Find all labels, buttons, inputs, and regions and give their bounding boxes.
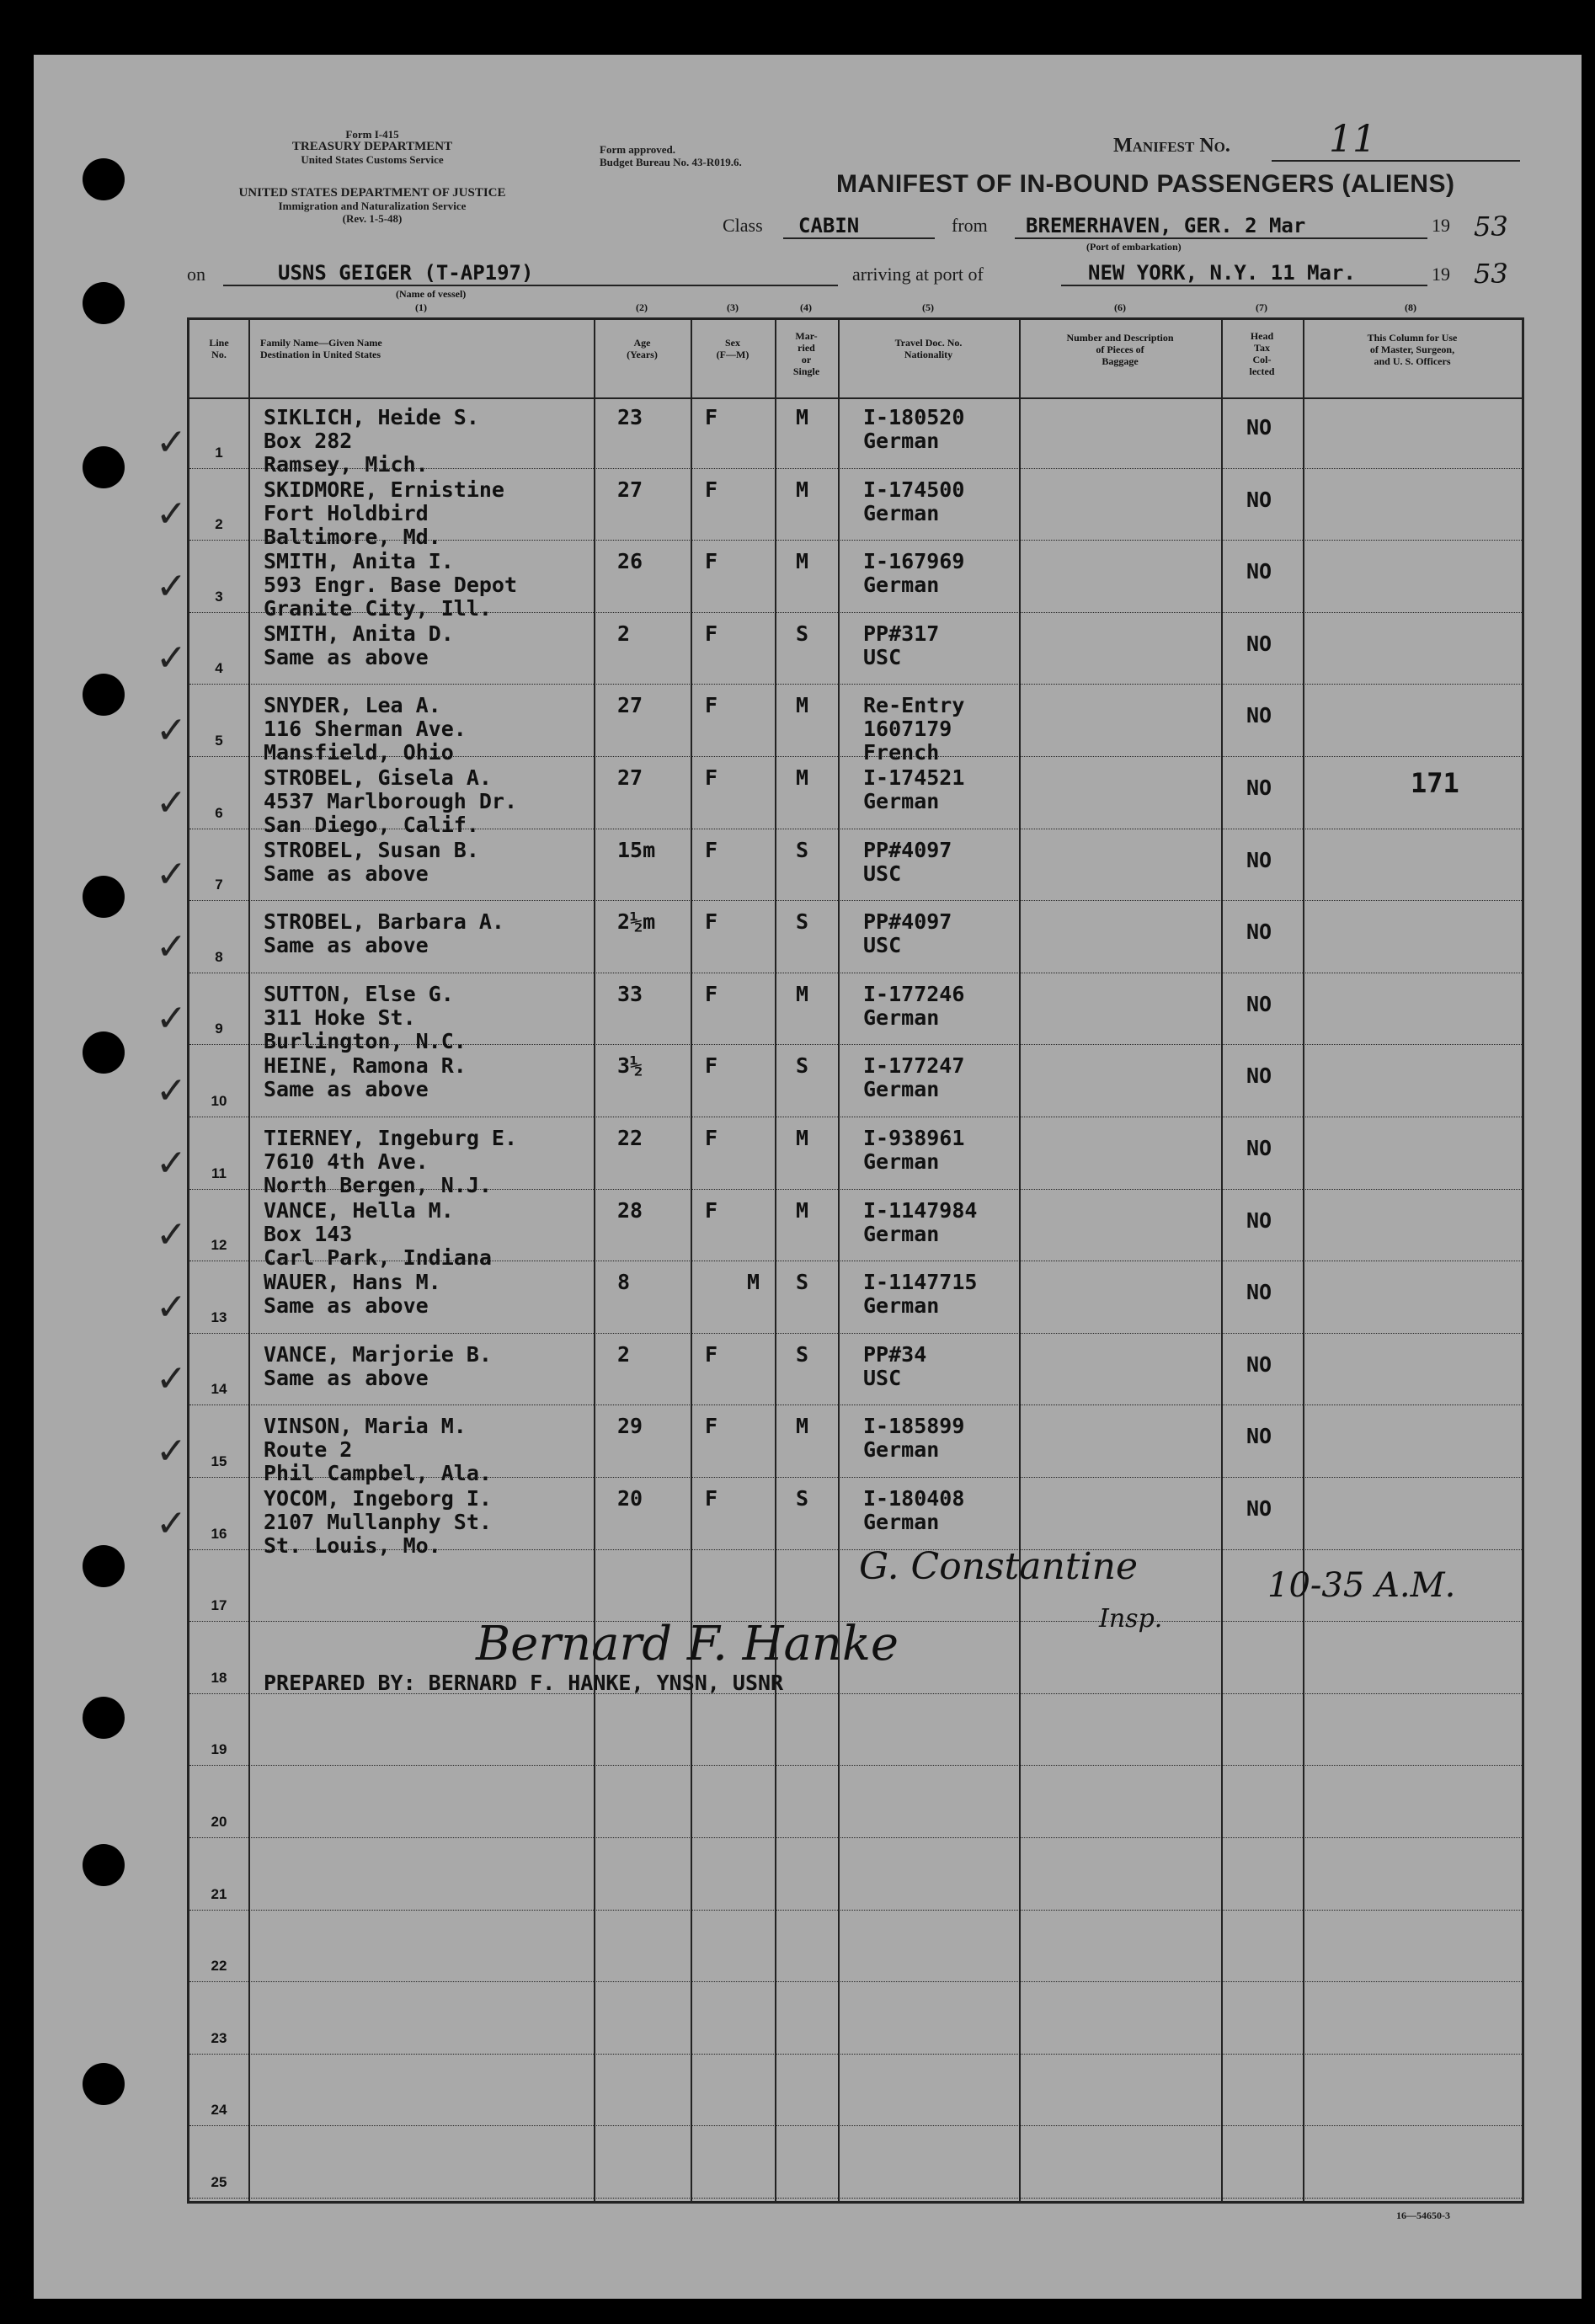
line-number: 4 xyxy=(215,660,223,677)
marital-status: M xyxy=(796,981,809,1006)
marital-status: S xyxy=(796,837,809,862)
arriving-port: NEW YORK, N.Y. 11 Mar. xyxy=(1088,261,1356,285)
table-row xyxy=(156,1406,1522,1486)
passenger-sex: F xyxy=(705,1126,718,1150)
row-rule xyxy=(189,1981,1522,1982)
header-name: Family Name—Given Name Destination in United States xyxy=(260,337,382,360)
marital-status: M xyxy=(796,1126,809,1150)
passenger-sex: F xyxy=(705,837,718,862)
line-number: 22 xyxy=(211,1958,227,1975)
checkmark-icon: ✓ xyxy=(156,708,187,752)
checkmark-icon: ✓ xyxy=(156,420,187,464)
vessel-name: USNS GEIGER (T-AP197) xyxy=(278,261,534,285)
travel-document: I-180408 German xyxy=(863,1486,965,1534)
passenger-age: 22 xyxy=(617,1126,643,1150)
head-tax: NO xyxy=(1246,776,1272,800)
passenger-name: SMITH, Anita I. 593 Engr. Base Depot Granite City, Ill. xyxy=(264,549,518,621)
line-number: 25 xyxy=(211,2173,227,2190)
manifest-no-underline xyxy=(1272,160,1520,162)
table-row xyxy=(189,1983,1522,2055)
passenger-age: 3½ xyxy=(617,1053,643,1079)
passenger-age: 8 xyxy=(617,1270,631,1295)
marital-status: M xyxy=(796,693,809,718)
dept-name: TREASURY DEPARTMENT xyxy=(291,140,453,153)
ins-name: Immigration and Naturalization Service xyxy=(278,200,467,212)
passenger-age: 2½m xyxy=(617,909,656,935)
punch-hole xyxy=(83,446,125,488)
travel-document: Re-Entry 1607179 French xyxy=(863,693,965,765)
passenger-age: 27 xyxy=(617,477,643,502)
marital-status: M xyxy=(796,765,809,790)
line-number: 6 xyxy=(215,804,223,821)
marital-status: S xyxy=(796,1270,809,1295)
head-tax: NO xyxy=(1246,1136,1272,1160)
colnum-2: (2) xyxy=(636,301,648,313)
line-number: 5 xyxy=(215,732,223,749)
passenger-name: WAUER, Hans M. Same as above xyxy=(264,1270,441,1319)
checkmark-icon: ✓ xyxy=(156,1357,187,1401)
passenger-age: 2 xyxy=(617,621,631,646)
travel-document: PP#4097 USC xyxy=(863,909,952,958)
form-revision: (Rev. 1-5-48) xyxy=(342,212,403,225)
table-row xyxy=(156,1118,1522,1197)
table-row xyxy=(156,397,1522,477)
header-line-no: Line No. xyxy=(209,337,229,360)
form-approved: Form approved. xyxy=(600,143,676,156)
punch-hole xyxy=(83,282,125,324)
from-underline xyxy=(1015,237,1427,239)
checkmark-icon: ✓ xyxy=(156,781,187,824)
passenger-name: SMITH, Anita D. Same as above xyxy=(264,621,454,669)
table-row xyxy=(156,758,1522,837)
colnum-1: (1) xyxy=(415,301,427,313)
marital-status: M xyxy=(796,405,809,429)
checkmark-icon: ✓ xyxy=(156,925,187,968)
time-note: 10-35 A.M. xyxy=(1267,1566,1456,1605)
on-label: on xyxy=(187,264,205,285)
preparer-signature: Bernard F. Hanke xyxy=(476,1617,899,1671)
year2-prefix: 19 xyxy=(1432,264,1450,285)
passenger-sex: F xyxy=(705,405,718,429)
header-head-tax: Head Tax Col- lected xyxy=(1249,330,1275,377)
head-tax: NO xyxy=(1246,1207,1272,1233)
head-tax: NO xyxy=(1246,1424,1272,1449)
table-row xyxy=(156,1046,1522,1118)
passenger-name: SKIDMORE, Ernistine Fort Holdbird Baltimore, Md. xyxy=(264,477,504,549)
colnum-8: (8) xyxy=(1405,301,1416,313)
checkmark-icon: ✓ xyxy=(156,1213,187,1257)
table-row xyxy=(156,830,1522,903)
line-number: 3 xyxy=(215,588,223,605)
passenger-age: 23 xyxy=(617,405,643,429)
customs-service: United States Customs Service xyxy=(301,153,444,166)
budget-bureau: Budget Bureau No. 43-R019.6. xyxy=(600,156,742,168)
colnum-5: (5) xyxy=(922,301,934,313)
row-rule xyxy=(189,1765,1522,1766)
head-tax: NO xyxy=(1246,1280,1272,1305)
checkmark-icon: ✓ xyxy=(156,1429,187,1473)
marital-status: S xyxy=(796,909,809,935)
passenger-name: HEINE, Ramona R. Same as above xyxy=(264,1053,467,1102)
table-row xyxy=(156,541,1522,621)
colnum-6: (6) xyxy=(1114,301,1126,313)
header-sex: Sex (F—M) xyxy=(716,337,749,360)
line-number: 15 xyxy=(211,1452,227,1469)
marital-status: S xyxy=(796,1341,809,1367)
travel-document: PP#317 USC xyxy=(863,621,940,669)
marital-status: S xyxy=(796,621,809,646)
travel-document: I-174521 German xyxy=(863,765,965,813)
manifest-no-label: Manifest No. xyxy=(1113,135,1230,157)
passenger-sex: F xyxy=(705,549,718,574)
checkmark-icon: ✓ xyxy=(156,1501,187,1545)
travel-document: I-1147715 German xyxy=(863,1270,978,1319)
row-rule xyxy=(189,900,1522,901)
line-number: 10 xyxy=(211,1092,227,1109)
table-row xyxy=(189,1911,1522,1984)
travel-document: I-167969 German xyxy=(863,549,965,598)
class-underline xyxy=(783,237,935,239)
punch-hole xyxy=(83,1844,125,1886)
passenger-name: STROBEL, Gisela A. 4537 Marlborough Dr. San Diego, Calif. xyxy=(264,765,518,837)
passenger-name: VINSON, Maria M. Route 2 Phil Campbel, Ala. xyxy=(264,1414,492,1486)
line-number: 24 xyxy=(211,2102,227,2119)
punch-hole xyxy=(83,2063,125,2105)
passenger-sex: F xyxy=(705,477,718,502)
form-number: Form I-415 xyxy=(345,128,399,141)
table-row xyxy=(189,1695,1522,1767)
table-row xyxy=(189,2055,1522,2128)
passenger-sex: F xyxy=(705,1197,718,1223)
passenger-sex: F xyxy=(705,981,718,1006)
colnum-4: (4) xyxy=(800,301,812,313)
header-married: Mar- ried or Single xyxy=(792,330,820,377)
row-rule xyxy=(189,2054,1522,2055)
passenger-age: 15m xyxy=(617,837,656,862)
line-number: 14 xyxy=(211,1381,227,1398)
passenger-sex: F xyxy=(705,1341,718,1367)
from-label: from xyxy=(952,215,988,236)
table-row xyxy=(189,2127,1522,2199)
checkmark-icon: ✓ xyxy=(156,493,187,536)
head-tax: NO xyxy=(1246,991,1272,1016)
justice-dept: UNITED STATES DEPARTMENT OF JUSTICE xyxy=(238,186,506,200)
line-number: 16 xyxy=(211,1525,227,1542)
marital-status: M xyxy=(796,1414,809,1439)
line-number: 17 xyxy=(211,1597,227,1614)
passenger-sex: F xyxy=(705,765,718,790)
officer-note: 171 xyxy=(1411,767,1459,799)
passenger-age: 28 xyxy=(617,1197,643,1223)
checkmark-icon: ✓ xyxy=(156,1285,187,1329)
punch-hole xyxy=(83,1697,125,1739)
table-row xyxy=(189,1839,1522,1911)
row-rule xyxy=(189,1910,1522,1911)
checkmark-icon: ✓ xyxy=(156,853,187,897)
justice-header xyxy=(187,187,557,225)
passenger-age: 20 xyxy=(617,1486,643,1511)
travel-document: I-1147984 German xyxy=(863,1197,978,1246)
marital-status: M xyxy=(796,477,809,502)
prepared-by: PREPARED BY: BERNARD F. HANKE, YNSN, USNR xyxy=(264,1671,784,1695)
vessel-caption: (Name of vessel) xyxy=(396,288,467,300)
passenger-name: YOCOM, Ingeborg I. 2107 Mullanphy St. St. Louis, Mo. xyxy=(264,1486,492,1558)
row-rule xyxy=(189,1837,1522,1838)
head-tax: NO xyxy=(1246,415,1272,440)
line-number: 2 xyxy=(215,516,223,533)
row-rule xyxy=(189,2198,1522,2199)
travel-document: I-174500 German xyxy=(863,477,965,525)
table-row xyxy=(156,470,1522,549)
line-number: 18 xyxy=(211,1669,227,1686)
head-tax: NO xyxy=(1246,559,1272,584)
punch-hole xyxy=(83,1031,125,1074)
head-tax: NO xyxy=(1246,703,1272,728)
from-value: BREMERHAVEN, GER. 2 Mar xyxy=(1026,214,1306,237)
passenger-sex: F xyxy=(705,909,718,935)
line-number: 12 xyxy=(211,1237,227,1254)
year-value: 53 xyxy=(1474,211,1508,243)
checkmark-icon: ✓ xyxy=(156,1141,187,1185)
table-row xyxy=(156,614,1522,686)
line-number: 9 xyxy=(215,1021,223,1037)
checkmark-icon: ✓ xyxy=(156,564,187,608)
passenger-age: 33 xyxy=(617,981,643,1006)
checkmark-icon: ✓ xyxy=(156,637,187,680)
passenger-age: 29 xyxy=(617,1414,643,1439)
table-row xyxy=(156,1479,1522,1558)
row-rule xyxy=(189,2125,1522,2126)
travel-document: PP#34 USC xyxy=(863,1341,927,1390)
checkmark-icon: ✓ xyxy=(156,997,187,1041)
head-tax: NO xyxy=(1246,631,1272,656)
row-rule xyxy=(189,1333,1522,1334)
line-number: 1 xyxy=(215,444,223,461)
arriving-underline xyxy=(1061,285,1427,286)
line-number: 11 xyxy=(211,1165,227,1181)
vessel-underline xyxy=(223,285,838,286)
head-tax: NO xyxy=(1246,487,1272,512)
line-number: 21 xyxy=(211,1885,227,1902)
head-tax: NO xyxy=(1246,1063,1272,1089)
passenger-name: VANCE, Marjorie B. Same as above xyxy=(264,1341,492,1390)
colnum-3: (3) xyxy=(727,301,739,313)
header-travel-doc: Travel Doc. No. Nationality xyxy=(894,337,963,360)
line-number: 7 xyxy=(215,877,223,893)
punch-hole xyxy=(83,158,125,200)
line-number: 19 xyxy=(211,1741,227,1758)
line-number: 8 xyxy=(215,948,223,965)
passenger-sex: F xyxy=(705,1053,718,1079)
punch-hole xyxy=(83,674,125,716)
travel-document: I-180520 German xyxy=(863,405,965,453)
table-row xyxy=(189,1767,1522,1839)
year2-value: 53 xyxy=(1474,258,1508,290)
officer-signature: G. Constantine xyxy=(859,1545,1139,1588)
passenger-sex: F xyxy=(705,1486,718,1511)
punch-hole xyxy=(83,1545,125,1587)
marital-status: S xyxy=(796,1053,809,1079)
checkmark-icon: ✓ xyxy=(156,1069,187,1112)
passenger-name: VANCE, Hella M. Box 143 Carl Park, Indiana xyxy=(264,1197,492,1270)
table-row xyxy=(156,1262,1522,1335)
line-number: 13 xyxy=(211,1309,227,1325)
form-approval xyxy=(600,143,742,168)
passenger-name: SNYDER, Lea A. 116 Sherman Ave. Mansfield, Ohio xyxy=(264,693,467,765)
travel-document: I-185899 German xyxy=(863,1414,965,1463)
table-row xyxy=(156,974,1522,1053)
passenger-sex: F xyxy=(705,693,718,718)
passenger-age: 27 xyxy=(617,693,643,718)
travel-document: I-177246 German xyxy=(863,981,965,1030)
travel-document: I-177247 German xyxy=(863,1053,965,1102)
class-label: Class xyxy=(723,215,763,236)
header-officers: This Column for Use of Master, Surgeon, and U. S. Officers xyxy=(1367,332,1458,367)
head-tax: NO xyxy=(1246,919,1272,945)
passenger-sex: F xyxy=(705,1414,718,1439)
passenger-name: STROBEL, Barbara A. Same as above xyxy=(264,909,504,958)
table-row xyxy=(156,1191,1522,1270)
footer-code: 16—54650-3 xyxy=(1396,2209,1450,2221)
passenger-sex: F xyxy=(705,621,718,646)
passenger-age: 26 xyxy=(617,549,643,574)
header-baggage: Number and Description of Pieces of Baggage xyxy=(1066,332,1174,367)
class-value: CABIN xyxy=(798,214,860,237)
table-row xyxy=(156,685,1522,765)
passenger-age: 2 xyxy=(617,1341,631,1367)
port-embarkation-caption: (Port of embarkation) xyxy=(1086,241,1182,253)
head-tax: NO xyxy=(1246,1351,1272,1377)
passenger-age: 27 xyxy=(617,765,643,790)
line-number: 23 xyxy=(211,2029,227,2046)
table-row xyxy=(156,1335,1522,1407)
travel-document: PP#4097 USC xyxy=(863,837,952,886)
passenger-sex: M xyxy=(747,1270,760,1295)
travel-document: I-938961 German xyxy=(863,1126,965,1174)
line-number: 20 xyxy=(211,1813,227,1830)
punch-hole xyxy=(83,876,125,918)
table-row xyxy=(156,902,1522,974)
manifest-no-value: 11 xyxy=(1329,118,1376,161)
passenger-name: TIERNEY, Ingeburg E. 7610 4th Ave. North Bergen, N.J. xyxy=(264,1126,518,1197)
passenger-name: SIKLICH, Heide S. Box 282 Ramsey, Mich. xyxy=(264,405,479,477)
passenger-table xyxy=(156,301,1524,2204)
manifest-title: MANIFEST OF IN-BOUND PASSENGERS (ALIENS) xyxy=(836,170,1455,198)
marital-status: S xyxy=(796,1486,809,1511)
arriving-label: arriving at port of xyxy=(852,264,984,285)
marital-status: M xyxy=(796,549,809,574)
year-prefix: 19 xyxy=(1432,215,1450,236)
head-tax: NO xyxy=(1246,1496,1272,1521)
colnum-7: (7) xyxy=(1256,301,1267,313)
form-header-left xyxy=(187,128,557,166)
passenger-name: SUTTON, Else G. 311 Hoke St. Burlington, N.C. xyxy=(264,981,467,1053)
head-tax: NO xyxy=(1246,847,1272,872)
marital-status: M xyxy=(796,1197,809,1223)
officer-initials: Insp. xyxy=(1099,1604,1163,1634)
row-rule xyxy=(189,684,1522,685)
header-age: Age (Years) xyxy=(627,337,658,360)
passenger-name: STROBEL, Susan B. Same as above xyxy=(264,837,479,886)
